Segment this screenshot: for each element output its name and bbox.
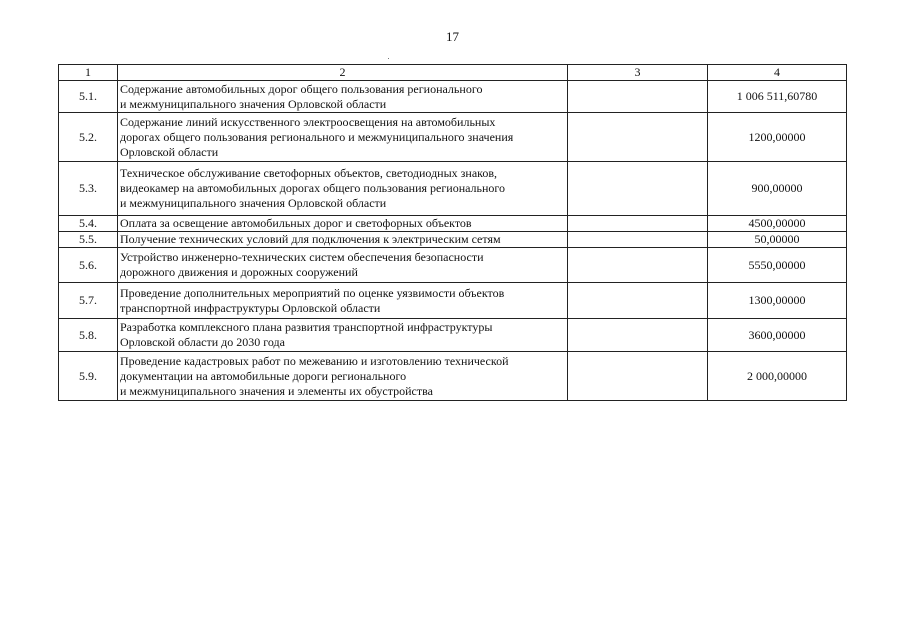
row-col3	[568, 162, 708, 216]
row-amount: 2 000,00000	[708, 352, 847, 401]
row-amount: 5550,00000	[708, 248, 847, 283]
row-number: 5.8.	[59, 319, 118, 352]
table-row	[59, 352, 847, 401]
row-number: 5.7.	[59, 283, 118, 319]
table-row	[59, 113, 847, 162]
row-number: 5.9.	[59, 352, 118, 401]
row-number: 5.2.	[59, 113, 118, 162]
table-header-row	[59, 65, 847, 81]
scan-speck	[388, 58, 389, 59]
row-description: Техническое обслуживание светофорных объектов, светодиодных знаков, видеокамер на автомобильных дорогах общего пользования регионального и межмуниципального значения Орловской области	[118, 162, 568, 216]
table-row	[59, 232, 847, 248]
row-amount: 4500,00000	[708, 216, 847, 232]
row-number: 5.3.	[59, 162, 118, 216]
row-col3	[568, 81, 708, 113]
table-row	[59, 248, 847, 283]
row-description: Проведение дополнительных мероприятий по оценке уязвимости объектов транспортной инфраструктуры Орловской области	[118, 283, 568, 319]
row-col3	[568, 248, 708, 283]
row-amount: 1300,00000	[708, 283, 847, 319]
row-description: Содержание автомобильных дорог общего пользования регионального и межмуниципального значения Орловской области	[118, 81, 568, 113]
table-row	[59, 319, 847, 352]
row-amount: 900,00000	[708, 162, 847, 216]
table-row	[59, 283, 847, 319]
row-col3	[568, 216, 708, 232]
row-number: 5.1.	[59, 81, 118, 113]
row-amount: 3600,00000	[708, 319, 847, 352]
row-col3	[568, 283, 708, 319]
header-cell-4: 4	[708, 65, 847, 81]
budget-table	[58, 64, 847, 401]
row-number: 5.4.	[59, 216, 118, 232]
row-number: 5.5.	[59, 232, 118, 248]
header-cell-2: 2	[118, 65, 568, 81]
row-col3	[568, 113, 708, 162]
header-cell-3: 3	[568, 65, 708, 81]
row-amount: 50,00000	[708, 232, 847, 248]
row-col3	[568, 232, 708, 248]
table-row	[59, 216, 847, 232]
table-row	[59, 162, 847, 216]
row-description: Устройство инженерно-технических систем обеспечения безопасности дорожного движения и дорожных сооружений	[118, 248, 568, 283]
row-description: Получение технических условий для подключения к электрическим сетям	[118, 232, 568, 248]
row-description: Оплата за освещение автомобильных дорог и светофорных объектов	[118, 216, 568, 232]
row-amount: 1200,00000	[708, 113, 847, 162]
row-description: Разработка комплексного плана развития транспортной инфраструктуры Орловской области до 2030 года	[118, 319, 568, 352]
row-col3	[568, 319, 708, 352]
row-description: Содержание линий искусственного электроосвещения на автомобильных дорогах общего пользования регионального и межмуниципального значения Орловской области	[118, 113, 568, 162]
table-row	[59, 81, 847, 113]
header-cell-1: 1	[59, 65, 118, 81]
row-amount: 1 006 511,60780	[708, 81, 847, 113]
row-number: 5.6.	[59, 248, 118, 283]
page-number: 17	[446, 29, 459, 44]
row-description: Проведение кадастровых работ по межеванию и изготовлению технической документации на автомобильные дороги регионального и межмуниципального значения и элементы их обустройства	[118, 352, 568, 401]
row-col3	[568, 352, 708, 401]
